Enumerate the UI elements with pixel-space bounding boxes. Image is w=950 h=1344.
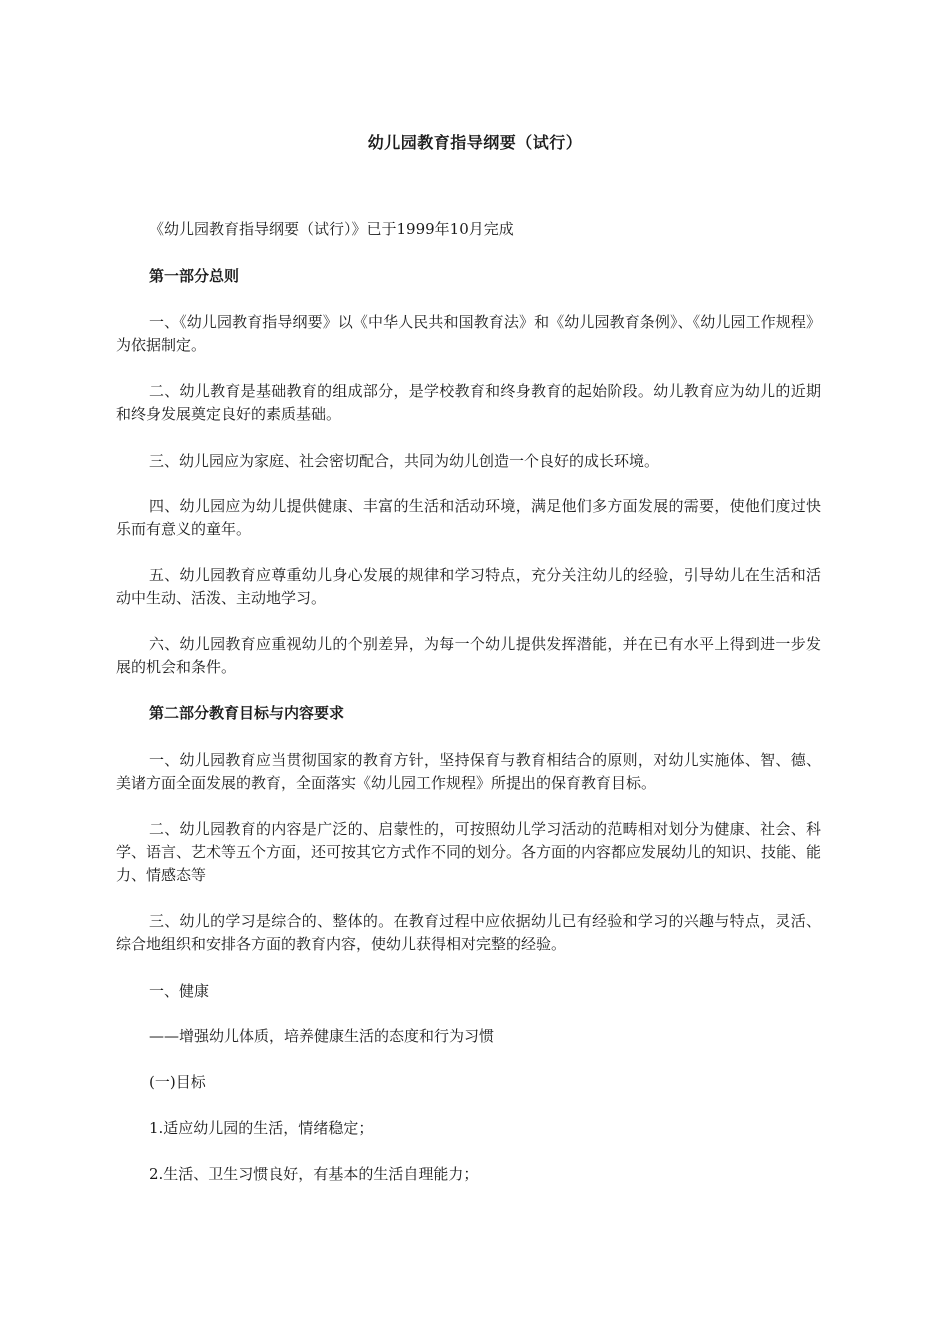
health-goal-item: 1.适应幼儿园的生活，情绪稳定；: [149, 1119, 374, 1137]
part2-heading: 第二部分教育目标与内容要求: [149, 704, 345, 722]
document-title: 幼儿园教育指导纲要（试行）: [367, 133, 583, 152]
health-subtitle: ——增强幼儿体质，培养健康生活的态度和行为习惯: [149, 1027, 495, 1045]
part2-item: 二、幼儿园教育的内容是广泛的、启蒙性的，可按照幼儿学习活动的范畴相对划分为健康、社会、科学、语言、艺术等五个方面，还可按其它方式作不同的划分。各方面的内容都应发展幼儿的知识、技能、能力、情感态等: [116, 820, 822, 884]
part2-item: 三、幼儿的学习是综合的、整体的。在教育过程中应依据幼儿已有经验和学习的兴趣与特点，灵活、综合地组织和安排各方面的教育内容，使幼儿获得相对完整的经验。: [116, 912, 821, 953]
health-goals-heading: (一)目标: [149, 1073, 206, 1091]
health-heading: 一、健康: [149, 982, 210, 1000]
part1-item: 二、幼儿教育是基础教育的组成部分，是学校教育和终身教育的起始阶段。幼儿教育应为幼儿的近期和终身发展奠定良好的素质基础。: [116, 382, 821, 423]
part1-item: 五、幼儿园教育应尊重幼儿身心发展的规律和学习特点，充分关注幼儿的经验，引导幼儿在生活和活动中生动、活泼、主动地学习。: [116, 566, 821, 607]
part1-item: 一、《幼儿园教育指导纲要》以《中华人民共和国教育法》和《幼儿园教育条例》、《幼儿园工作规程》为依据制定。: [116, 313, 821, 354]
part1-item: 六、幼儿园教育应重视幼儿的个别差异，为每一个幼儿提供发挥潜能，并在已有水平上得到进一步发展的机会和条件。: [116, 635, 821, 676]
part2-item: 一、幼儿园教育应当贯彻国家的教育方针，坚持保育与教育相结合的原则，对幼儿实施体、智、德、美诸方面全面发展的教育，全面落实《幼儿园工作规程》所提出的保育教育目标。: [116, 751, 821, 792]
part1-item: 三、幼儿园应为家庭、社会密切配合，共同为幼儿创造一个良好的成长环境。: [149, 452, 660, 470]
part1-heading: 第一部分总则: [149, 267, 240, 285]
part1-item: 四、幼儿园应为幼儿提供健康、丰富的生活和活动环境，满足他们多方面发展的需要，使他们度过快乐而有意义的童年。: [116, 497, 821, 538]
intro-paragraph: 《幼儿园教育指导纲要（试行）》已于1999年10月完成: [149, 220, 514, 238]
health-goal-item: 2.生活、卫生习惯良好，有基本的生活自理能力；: [149, 1165, 479, 1183]
